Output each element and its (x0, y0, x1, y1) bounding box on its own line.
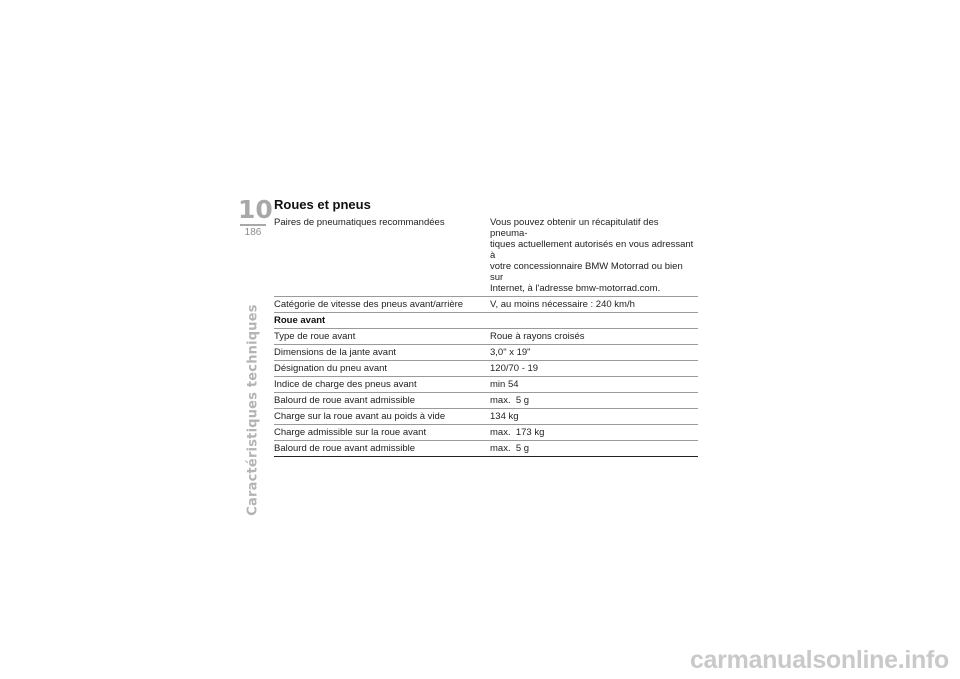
row-value: 134 kg (490, 411, 519, 422)
table-row (274, 393, 698, 409)
table-row (274, 425, 698, 441)
table-row (274, 345, 698, 361)
table-row (274, 409, 698, 425)
row-value: max. 5 g (490, 443, 530, 454)
chapter-number: 10 (238, 195, 273, 224)
row-label: Paires de pneumatiques recommandées (274, 217, 445, 228)
row-value: min 54 (490, 379, 519, 390)
row-label: Charge sur la roue avant au poids à vide (274, 411, 446, 422)
table-row (274, 377, 698, 393)
row-value: max. 173 kg (490, 427, 545, 438)
row-label: Charge admissible sur la roue avant (274, 427, 427, 438)
row-label: Désignation du pneu avant (274, 363, 388, 374)
row-value: Roue à rayons croisés (490, 331, 585, 342)
page-number: 186 (244, 227, 262, 238)
section-title: Roues et pneus (274, 197, 371, 212)
table-row (274, 361, 698, 377)
table-row (274, 297, 698, 313)
row-label: Balourd de roue avant admissible (274, 395, 416, 406)
table-subheading-row (274, 313, 698, 329)
row-value: 120/70 - 19 (490, 363, 539, 374)
watermark-text[interactable]: carmanualsonline.info (689, 646, 949, 674)
row-value: V, au moins nécessaire : 240 km/h (490, 299, 635, 310)
row-value: max. 5 g (490, 395, 530, 406)
chapter-side-title: Caractéristiques techniques (245, 304, 261, 516)
row-value: Vous pouvez obtenir un récapitulatif des pneuma- tiques actuellement autorisés en vous adressant à votre concessionnaire BMW Motorrad ou bien sur Internet, à l'adresse bmw-motorrad.com. (490, 217, 694, 294)
subheading: Roue avant (274, 315, 326, 326)
row-label: Catégorie de vitesse des pneus avant/arrière (274, 299, 464, 310)
table-row (274, 215, 698, 297)
spec-table (274, 215, 698, 457)
row-label: Type de roue avant (274, 331, 356, 342)
row-label: Balourd de roue avant admissible (274, 443, 416, 454)
row-value: 3,0" x 19" (490, 347, 531, 358)
table-row (274, 329, 698, 345)
table-row (274, 441, 698, 457)
row-label: Dimensions de la jante avant (274, 347, 396, 358)
chapter-divider (240, 224, 266, 226)
row-label: Indice de charge des pneus avant (274, 379, 417, 390)
